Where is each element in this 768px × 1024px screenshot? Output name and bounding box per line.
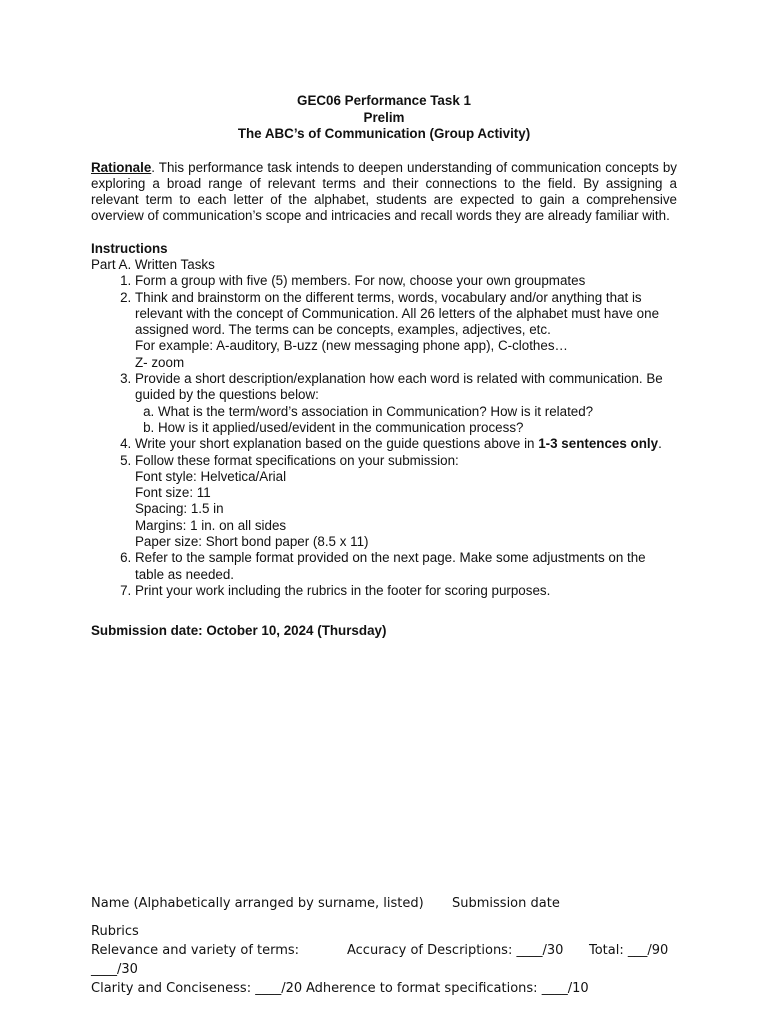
guide-question: a. What is the term/word’s association in Communication? How is it related? — [158, 404, 677, 420]
document-title: GEC06 Performance Task 1 — [297, 93, 471, 108]
document-subtitle: Prelim — [363, 109, 405, 125]
list-item-bold-text: 1-3 sentences only — [538, 436, 659, 452]
list-item — [135, 453, 677, 551]
list-item-text: Write your short explanation based on the guide questions above in — [135, 436, 539, 452]
page-footer — [91, 894, 691, 998]
list-item-text: Think and brainstorm on the different terms, words, vocabulary and/or anything that is relevant with the concept of Communication. All 26 letters of the alphabet must have one assigned word. The terms can be concepts, examples, adjectives, etc. — [135, 289, 660, 338]
format-spec: Spacing: 1.5 in — [135, 501, 224, 517]
format-spec: Margins: 1 in. on all sides — [135, 517, 287, 533]
submission-date: Submission date: October 10, 2024 (Thursday) — [91, 623, 387, 639]
list-item-text: Form a group with five (5) members. For now, choose your own groupmates — [135, 273, 586, 289]
instructions-list — [91, 273, 677, 599]
document-page — [91, 93, 677, 638]
relevance-score: Relevance and variety of terms: ____/30 — [91, 943, 300, 977]
total-score: Total: ___/90 — [589, 943, 669, 958]
accuracy-score: Accuracy of Descriptions: ____/30 — [347, 943, 564, 958]
footer-header-row — [91, 894, 691, 913]
list-item-text: Provide a short description/explanation how each word is related with communication. Be guided by the questions below: — [135, 371, 663, 403]
list-item-end-text: . — [658, 436, 662, 452]
list-item-text: Print your work including the rubrics in the footer for scoring purposes. — [135, 582, 551, 598]
list-item — [135, 436, 677, 452]
name-label: Name (Alphabetically arranged by surname, listed) — [91, 896, 424, 911]
date-label: Submission date — [452, 896, 560, 911]
rationale-text: . This performance task intends to deepen understanding of communication concepts by exploring a broad range of relevant terms and their connections to the field. By assigning a relevant term to each letter of the alphabet, students are expected to gain a comprehensive overview of communication’s scope and intricacies and recall words they are already familiar with. — [91, 159, 677, 224]
instructions-heading: Instructions — [91, 240, 168, 256]
format-spec: Font style: Helvetica/Arial — [135, 468, 287, 484]
list-item — [135, 583, 677, 599]
guide-question: b. How is it applied/used/evident in the communication process? — [158, 420, 677, 436]
list-item — [135, 371, 677, 436]
format-spec: Paper size: Short bond paper (8.5 x 11) — [135, 534, 369, 550]
rationale-label: Rationale — [91, 159, 152, 175]
example-text: For example: A-auditory, B-uzz (new messaging phone app), C-clothes… — [135, 338, 568, 354]
adherence-score: Adherence to format specifications: ____/10 — [306, 981, 589, 996]
list-item-text: Follow these format specifications on your submission: — [135, 452, 459, 468]
clarity-score: Clarity and Conciseness: ____/20 — [91, 981, 303, 996]
rubrics-label: Rubrics — [91, 924, 139, 939]
activity-title: The ABC’s of Communication (Group Activity) — [237, 126, 531, 141]
rubrics-row-2 — [91, 979, 691, 998]
rationale-paragraph — [91, 160, 677, 225]
instructions-section — [91, 241, 677, 600]
example-end-text: Z- zoom — [135, 354, 185, 370]
guide-questions-list — [135, 404, 677, 437]
list-item — [135, 550, 677, 583]
list-item — [135, 273, 677, 289]
part-a-label: Part A. Written Tasks — [91, 256, 215, 272]
list-item — [135, 290, 677, 371]
list-item-text: Refer to the sample format provided on the next page. Make some adjustments on the table as needed. — [135, 550, 646, 582]
format-spec: Font size: 11 — [135, 485, 211, 501]
rubrics-row-1 — [91, 941, 691, 979]
